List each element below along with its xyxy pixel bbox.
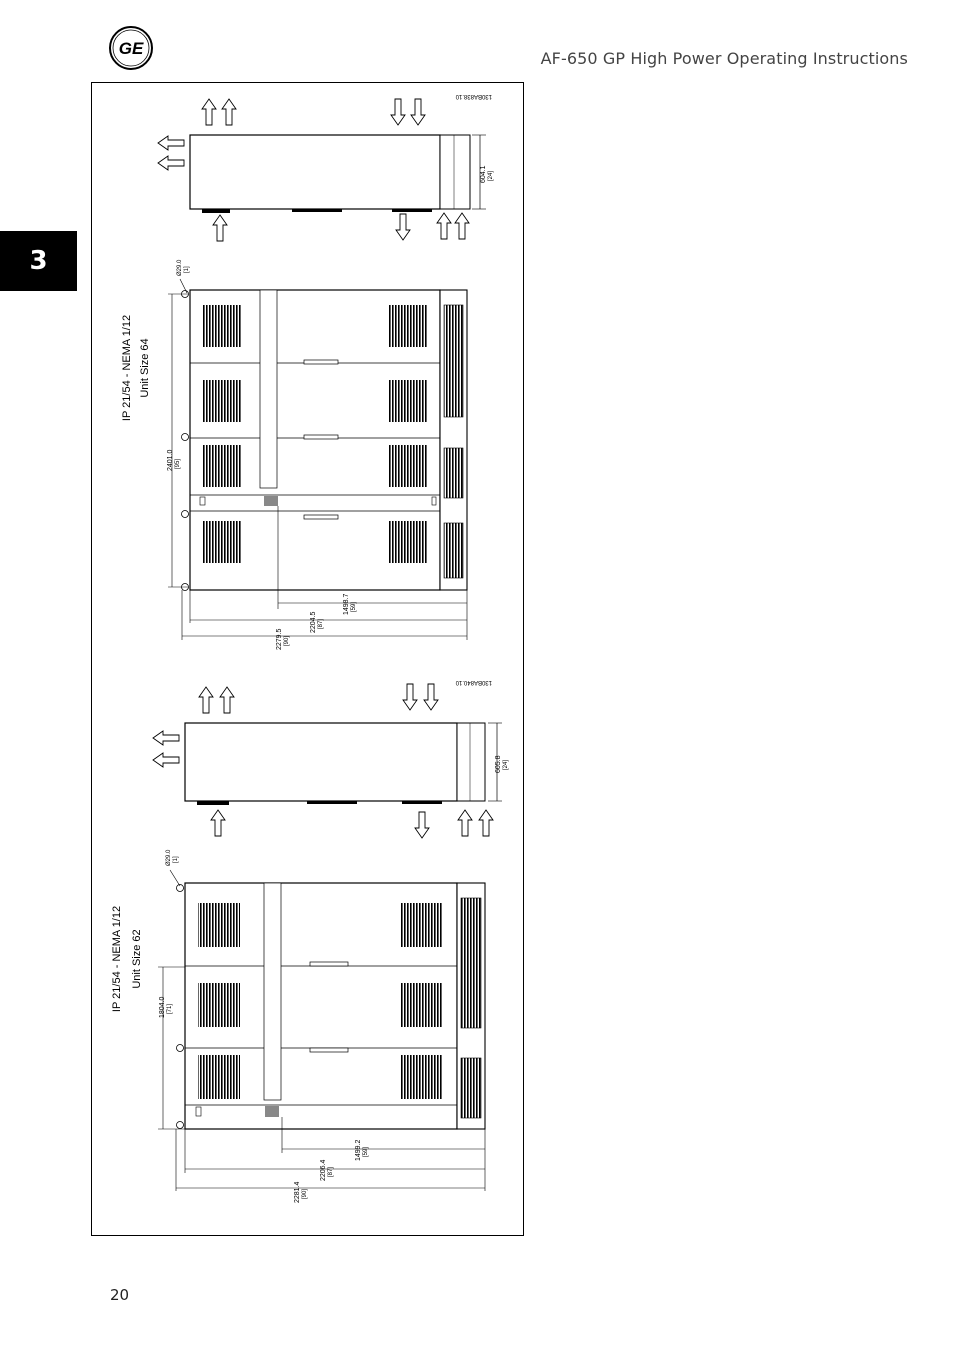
dim-1-in-64: [59] [351,601,357,612]
dim-height-64: 2401.0 [167,449,174,471]
drawing-unit-62 [111,679,509,1203]
dim-3-64: 2279.5 [276,628,283,650]
drawing-label-62-line1: IP 21/54 - NEMA 1/12 [111,905,123,1013]
logo-text: GE [118,39,144,58]
dim-hole-in-64: [1] [184,266,190,273]
document-title: AF-650 GP High Power Operating Instructions [540,49,908,68]
chapter-tab: 3 [0,231,77,291]
doc-id-64: 130BA838.10 [455,93,492,99]
dim-height-in-62: [71] [167,1003,173,1014]
dim-depth-62: 605.8 [495,755,502,773]
front-view-62 [177,883,486,1129]
dim-2-64: 2204.5 [310,611,317,633]
dim-2-in-62: [87] [328,1166,334,1177]
dim-2-62: 2206.4 [320,1159,327,1181]
dim-1-in-62: [59] [363,1146,369,1157]
drawing-label-64-line1: IP 21/54 - NEMA 1/12 [121,314,133,422]
dim-depth-in-62: [24] [503,759,509,770]
dim-3-in-64: [90] [284,635,290,646]
dim-height-in-64: [95] [175,458,181,469]
dim-1-62: 1499.2 [355,1139,362,1161]
page-number: 20 [110,1286,130,1304]
ge-logo [108,25,154,71]
dim-depth-64: 604.1 [480,165,487,183]
dim-height-62: 1804.0 [159,996,166,1018]
dim-3-62: 2281.4 [294,1181,301,1203]
doc-id-62: 130BA840.10 [455,679,492,685]
side-view-62 [185,723,509,805]
dim-2-in-64: [87] [318,618,324,629]
drawing-label-64-line2: Unit Size 64 [139,338,151,398]
dim-3-in-62: [90] [302,1188,308,1199]
dimension-figure [91,82,524,1236]
dim-1-64: 1498.7 [343,593,350,615]
front-view-64 [182,290,468,591]
side-view-64 [190,135,494,213]
drawing-unit-64 [121,93,494,650]
dim-hole-64: Ø29.0 [177,259,183,276]
dimension-drawings [92,83,525,1237]
dim-hole-in-62: [1] [173,856,179,863]
drawing-label-62-line2: Unit Size 62 [131,929,143,989]
dim-hole-62: Ø29.0 [166,849,172,866]
dim-depth-in-64: [24] [488,170,494,181]
